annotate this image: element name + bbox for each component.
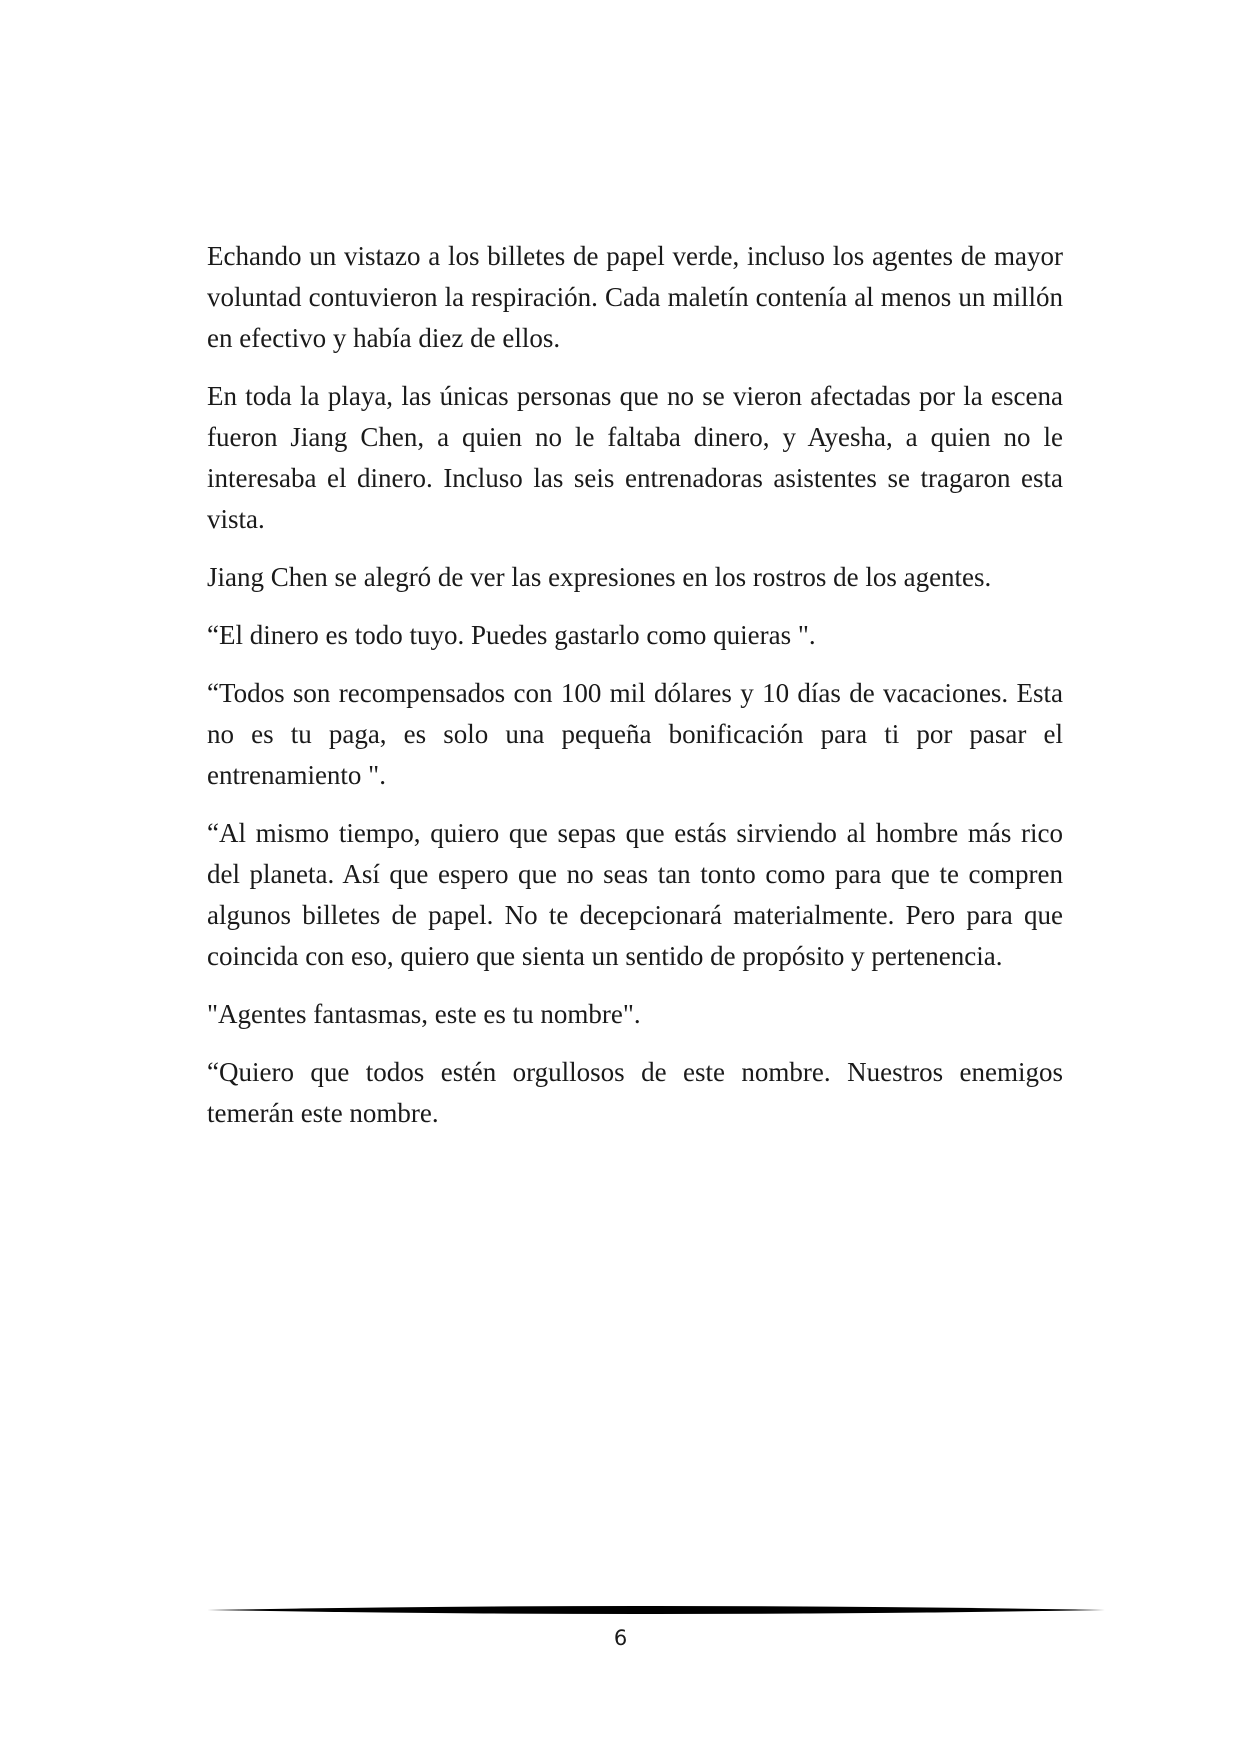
paragraph: En toda la playa, las únicas personas que no se vieron afectadas por la escena fueron Jiang Chen, a quien no le faltaba dinero, y Ayesha, a quien no le interesaba el dinero. Incluso las seis entrenadoras asistentes se tragaron esta vista.: [207, 381, 1063, 534]
paragraph: “El dinero es todo tuyo. Puedes gastarlo como quieras ".: [207, 620, 816, 650]
paragraph: "Agentes fantasmas, este es tu nombre".: [207, 999, 641, 1029]
body-text: [207, 236, 1063, 1151]
paragraph: Jiang Chen se alegró de ver las expresiones en los rostros de los agentes.: [207, 562, 992, 592]
footer-divider: [207, 1604, 1105, 1616]
paragraph: “Al mismo tiempo, quiero que sepas que estás sirviendo al hombre más rico del planeta. Así que espero que no seas tan tonto como para que te compren algunos billetes de papel. No te decepcionará materialmente. Pero para que coincida con eso, quiero que sienta un sentido de propósito y pertenencia.: [207, 818, 1063, 971]
paragraph: Echando un vistazo a los billetes de papel verde, incluso los agentes de mayor voluntad contuvieron la respiración. Cada maletín contenía al menos un millón en efectivo y había diez de ellos.: [207, 241, 1063, 353]
paragraph: “Quiero que todos estén orgullosos de este nombre. Nuestros enemigos temerán este nombre.: [207, 1057, 1063, 1128]
page-number: 6: [613, 1626, 628, 1650]
paragraph: “Todos son recompensados con 100 mil dólares y 10 días de vacaciones. Esta no es tu paga, es solo una pequeña bonificación para ti por pasar el entrenamiento ".: [207, 678, 1063, 790]
